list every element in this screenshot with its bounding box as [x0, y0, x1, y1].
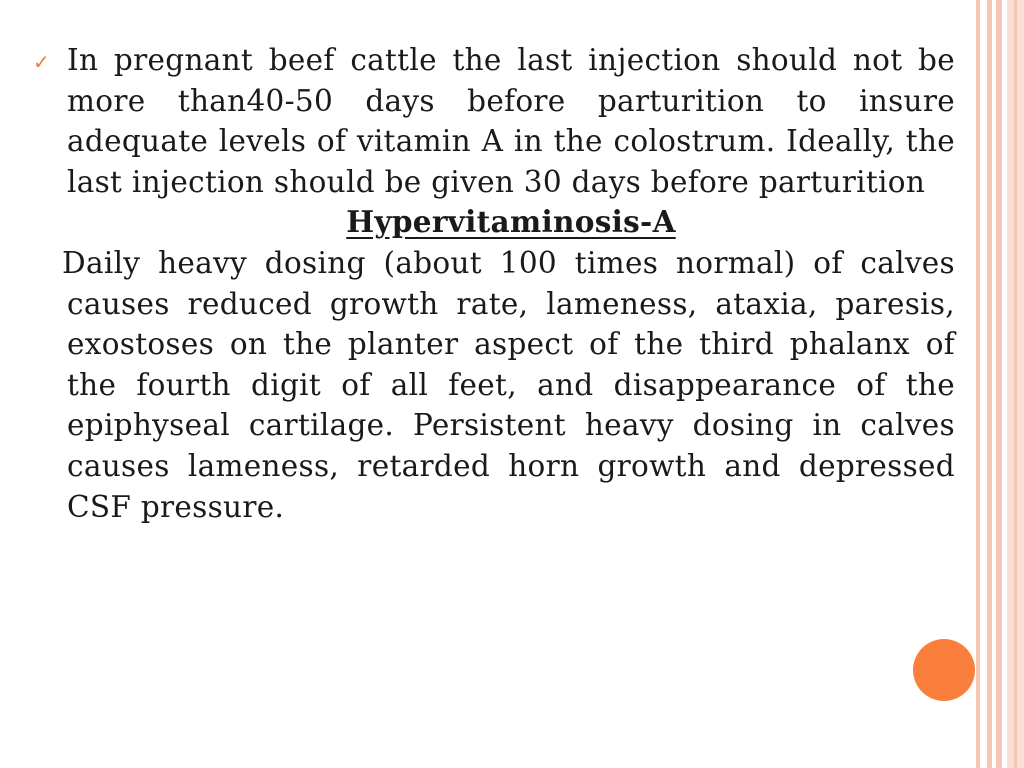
check-mark-icon: ✓	[33, 50, 51, 74]
bullet-item	[33, 40, 955, 202]
bullet-text: In pregnant beef cattle the last injection should not be more than40-50 days before parturition to insure adequate levels of vitamin A in the colostrum. Ideally, the last injection should be given 30 days before parturition	[67, 43, 955, 199]
body-paragraph: Daily heavy dosing (about 100 times normal) of calves causes reduced growth rate, lameness, ataxia, paresis, exostoses on the planter aspect of the third phalanx of the fourth digit of all feet, and disappearance of the epiphyseal cartilage. Persistent heavy dosing in calves causes lameness, retarded horn growth and depressed CSF pressure.	[62, 245, 955, 524]
section-heading: Hypervitaminosis-A	[346, 204, 676, 240]
stripe-5	[1014, 0, 1017, 768]
stripe-2	[987, 0, 992, 768]
decorative-stripes	[976, 0, 1024, 768]
stripe-3	[996, 0, 1002, 768]
stripe-1	[976, 0, 980, 768]
slide-content	[33, 40, 955, 527]
accent-circle	[913, 639, 975, 701]
